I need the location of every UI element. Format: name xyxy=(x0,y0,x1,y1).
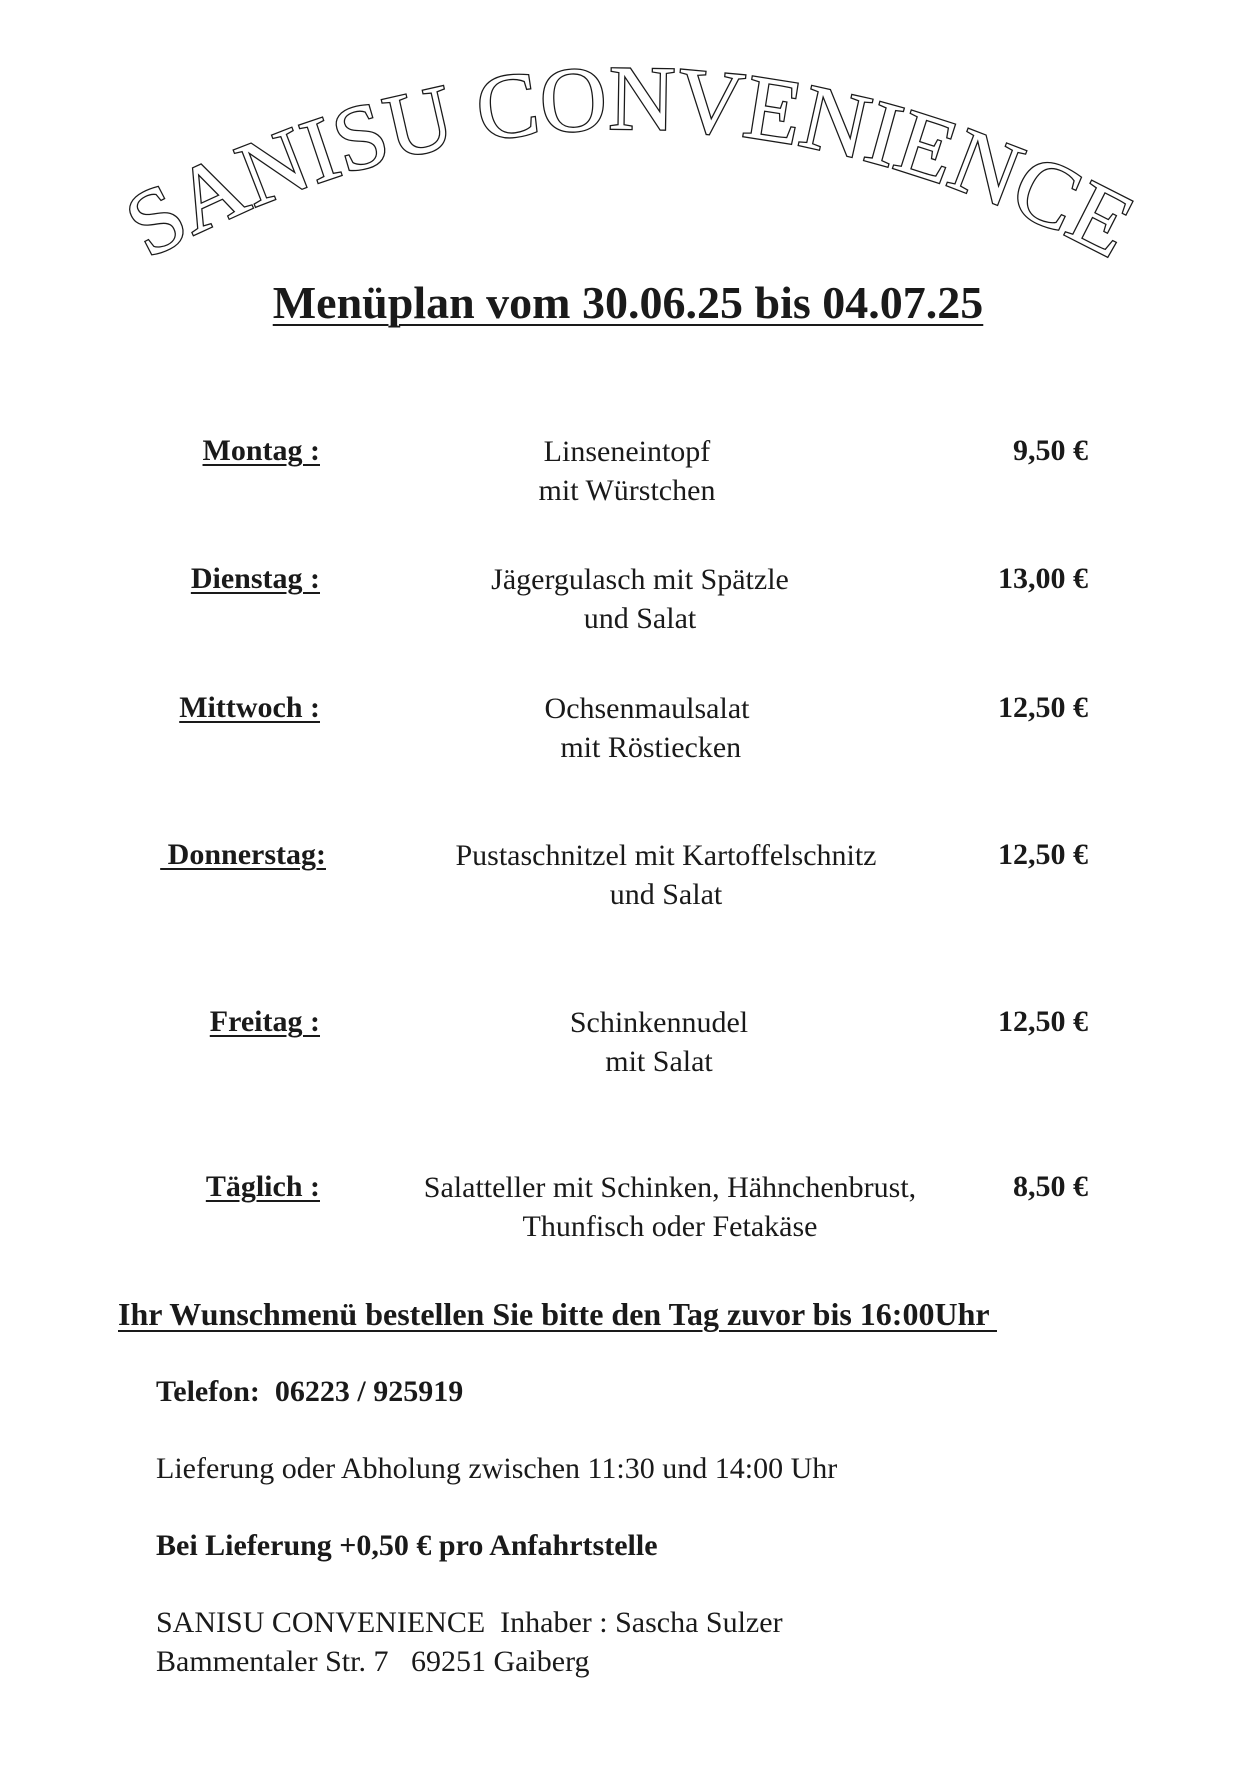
day-label: Montag : xyxy=(202,434,320,467)
dish-line: und Salat xyxy=(583,602,697,635)
day-label: Dienstag : xyxy=(190,562,320,595)
dish-line: und Salat xyxy=(609,878,723,911)
day-label: Täglich : xyxy=(205,1170,320,1203)
phone-line: Telefon: 06223 / 925919 xyxy=(156,1375,464,1408)
dish-description xyxy=(327,432,927,510)
price: 8,50 € xyxy=(1013,1170,1088,1203)
price: 12,50 € xyxy=(998,691,1088,724)
dish-description xyxy=(359,1003,959,1081)
dish-line: mit Röstiecken xyxy=(552,731,742,764)
dish-line: Schinkennudel xyxy=(569,1006,749,1039)
day-label: Freitag : xyxy=(209,1005,320,1038)
logo-text: SANISU CONVENIENCE xyxy=(109,46,1150,277)
dish-description xyxy=(340,560,940,638)
dish-line: Thunfisch oder Fetakäse xyxy=(522,1210,818,1243)
dish-description xyxy=(370,1168,970,1246)
dish-description xyxy=(347,689,947,767)
dish-line: Ochsenmaulsalat xyxy=(544,692,750,725)
page-title: Menüplan vom 30.06.25 bis 04.07.25 xyxy=(272,277,984,328)
dish-line: Linseneintopf xyxy=(543,435,711,468)
price: 12,50 € xyxy=(998,1005,1088,1038)
delivery-hours: Lieferung oder Abholung zwischen 11:30 und 14:00 Uhr xyxy=(156,1452,838,1485)
owner-line: SANISU CONVENIENCE Inhaber : Sascha Sulzer xyxy=(156,1606,783,1639)
dish-line: Pustaschnitzel mit Kartoffelschnitz xyxy=(455,839,877,872)
delivery-fee: Bei Lieferung +0,50 € pro Anfahrtstelle xyxy=(156,1529,658,1562)
price: 13,00 € xyxy=(998,562,1088,595)
price: 12,50 € xyxy=(998,838,1088,871)
dish-line: mit Salat xyxy=(605,1045,713,1078)
logo xyxy=(0,20,1256,280)
dish-line: Salatteller mit Schinken, Hähnchenbrust, xyxy=(423,1171,917,1204)
day-label: Donnerstag: xyxy=(160,838,326,871)
dish-line: mit Würstchen xyxy=(538,474,716,507)
order-deadline-note: Ihr Wunschmenü bestellen Sie bitte den Tag zuvor bis 16:00Uhr xyxy=(118,1296,997,1332)
day-label: Mittwoch : xyxy=(179,691,320,724)
dish-description xyxy=(366,836,966,914)
address-line: Bammentaler Str. 7 69251 Gaiberg xyxy=(156,1645,590,1678)
dish-line: Jägergulasch mit Spätzle xyxy=(491,563,789,596)
price: 9,50 € xyxy=(1013,434,1088,467)
